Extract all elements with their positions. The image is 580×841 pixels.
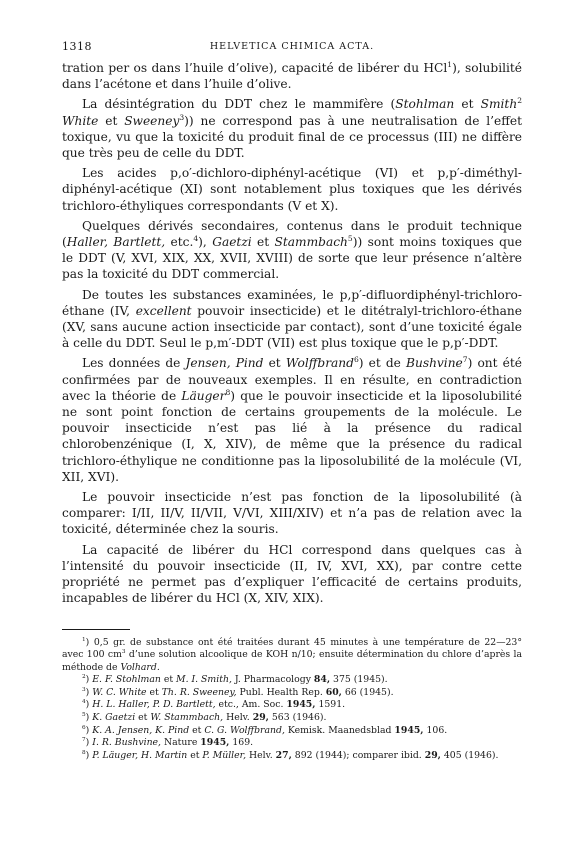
paragraph-8: La capacité de libérer du HCl correspond dans quelques cas à l’intensité du pouvoir insecticide (II, IV, XVI, XX), par contre cette propriété ne permet pas d’expliquer l’efficacité de certains produits, incapables de libérer du HCl (X, XIV, XIX). — [62, 542, 522, 606]
running-header — [62, 40, 522, 60]
paragraph-1: tration per os dans l’huile d’olive), capacité de libérer du HCl$^1$), solubilité dans l’acétone et dans l’huile d’olive. — [62, 59, 522, 92]
footnote-8: $^8$) P. Läuger, H. Martin et P. Müller, Helv. 27, 892 (1944); comparer ibid. 29, 405 (1946). — [82, 749, 499, 761]
footnote-ref[interactable]: 2 — [517, 96, 522, 106]
paragraph-5: De toutes les substances examinées, le p,p′-difluordiphényl-trichloro-éthane (IV, excellent pouvoir insecticide) et le ditétralyl-trichloro-éthane (XV, sans aucune action insecticide par contact), sont d’une toxicité égale à celle du DDT. Seul le p,m′-DDT (VII) est plus toxique que le p,p′-DDT. — [62, 287, 522, 351]
footnote-ref[interactable]: 5 — [347, 233, 353, 243]
page-number: 1318 — [62, 40, 92, 53]
footnote-ref[interactable]: 8 — [225, 387, 231, 397]
paragraph-2: La désintégration du DDT chez le mammifère (Stohlman et Smith$^2$ White et Sweeney$^3$)) ne correspond pas à une neutralisation de l’effet toxique, vu que la toxicité du produit final de ce processus (III) ne diffère que très peu de celle du DDT. — [62, 96, 522, 161]
footnote-ref[interactable]: 1 — [447, 59, 453, 69]
paragraph-7: Le pouvoir insecticide n’est pas fonction de la liposolubilité (à comparer: I/II, II/V, II/VII, V/VI, XIII/XIV) et n’a pas de relation avec la toxicité, déterminée chez la souris. — [62, 490, 522, 537]
author-name: Smith — [480, 97, 518, 112]
author-name: Bushvine — [406, 356, 463, 371]
author-name: Gaetzi — [212, 235, 252, 250]
author-name: Jensen, Pind — [185, 356, 264, 371]
footnote-ref[interactable]: 4 — [193, 233, 199, 243]
footnotes — [62, 637, 522, 763]
footnote-6: $^6$) K. A. Jensen, K. Pind et C. G. Wolffbrand, Kemisk. Maanedsblad 1945, 106. — [82, 724, 448, 736]
author-name: Stammbach — [274, 235, 348, 250]
paragraph-3: Les acides p,o′-dichloro-diphényl-acétique (VI) et p,p′-diméthyl-diphényl-acétique (XI) sont notablement plus toxiques que les dérivés trichloro-éthyliques correspondants (V et X). — [62, 166, 522, 213]
page — [62, 40, 522, 762]
footnote-7: $^7$) I. R. Bushvine, Nature 1945, 169. — [82, 737, 254, 749]
footnote-1: $^1$) 0,5 gr. de substance ont été traitées durant 45 minutes à une température de 22—23° avec 100 $cm^3$ d’une solution alcoolique de KOH n/10; ensuite détermination du chlore d’après la méthode de Volhard. — [62, 636, 522, 673]
footnote-ref[interactable]: 7 — [462, 355, 468, 365]
footnote-4: $^4$) H. L. Haller, P. D. Bartlett, etc., Am. Soc. 1945, 1591. — [82, 699, 346, 711]
footnote-3: $^3$) W. C. White et Th. R. Sweeney, Publ. Health Rep. 60, 66 (1945). — [82, 686, 394, 698]
article-body — [62, 60, 522, 607]
author-name: Sweeney — [124, 113, 180, 128]
footnote-ref[interactable]: 6 — [353, 355, 359, 365]
author-name: Läuger — [181, 388, 226, 403]
footnote-separator — [62, 629, 130, 630]
emphasis: excellent — [135, 303, 192, 318]
footnote-ref[interactable]: 3 — [179, 112, 185, 122]
footnote-5: $^5$) K. Gaetzi et W. Stammbach, Helv. 29, 563 (1946). — [82, 711, 327, 724]
author-name: Haller, Bartlett, — [66, 235, 166, 250]
paragraph-6: Les données de Jensen, Pind et Wolffbrand$^6$) et de Bushvine$^7$) ont été confirmées par de nouveaux exemples. Il en résulte, en contradiction avec la théorie de Läuger$^8$) que le pouvoir insecticide et la liposolubilité ne sont point fonction de certains groupements de la molécule. Le pouvoir insecticide n’est pas lié à la présence du radical chlorobenzénique (I, X, XIV), de même que la présence du radical trichloro-éthylique ne conditionne pas la liposolubilité de la molécule (VI, XII, XVI). — [62, 355, 522, 484]
author-name: White — [62, 113, 99, 128]
footnote-2: $^2$) E. F. Stohlman et M. I. Smith, J. Pharmacology 84, 375 (1945). — [82, 674, 388, 686]
paragraph-4: Quelques dérivés secondaires, contenus dans le produit technique (Haller, Bartlett, etc.$^4$), Gaetzi et Stammbach$^5$)) sont moins toxiques que le DDT (V, XVI, XIX, XX, XVII, XVIII) de sorte que leur présence n’altère pas la toxicité du DDT commercial. — [62, 218, 523, 282]
author-name: Stohlman — [395, 97, 455, 112]
author-name: Wolffbrand — [285, 356, 354, 371]
journal-title: HELVETICA CHIMICA ACTA. — [209, 41, 375, 52]
